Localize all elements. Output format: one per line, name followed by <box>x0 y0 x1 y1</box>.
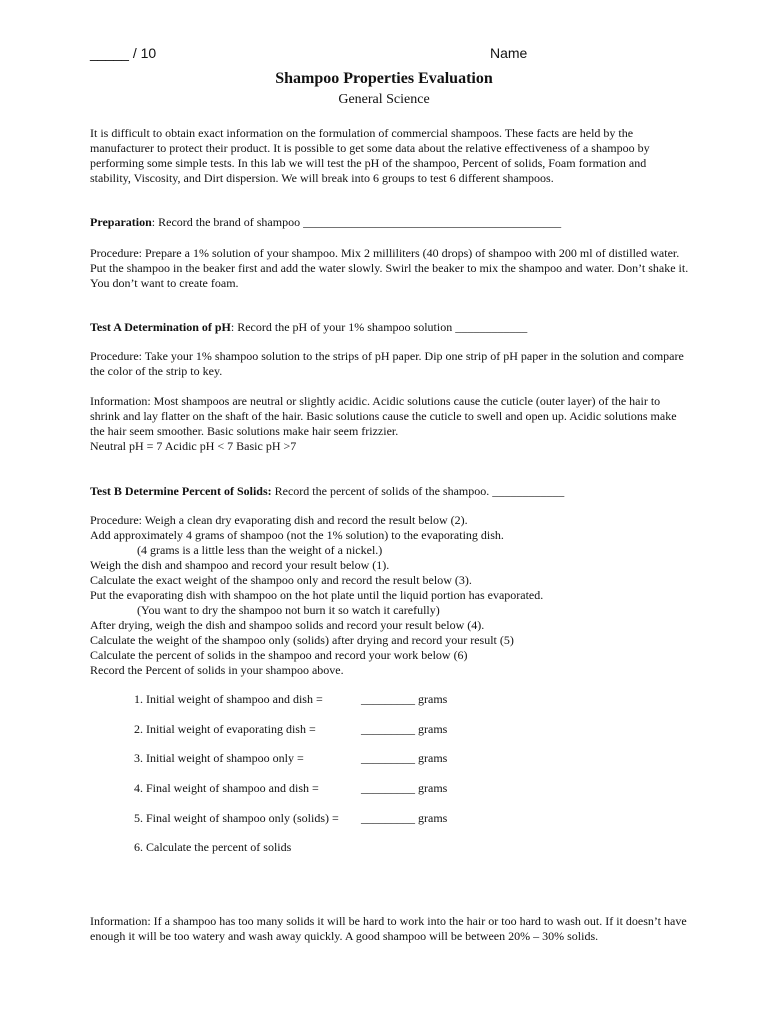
measurement-label: 1. Initial weight of shampoo and dish = <box>134 692 323 706</box>
page-subtitle: General Science <box>338 92 430 107</box>
page-title: Shampoo Properties Evaluation <box>275 70 493 87</box>
preparation-text: : Record the brand of shampoo ___________________________________________ <box>151 215 562 229</box>
name-label: Name <box>490 45 528 61</box>
test-a-procedure: Procedure: Take your 1% shampoo solution to the strips of pH paper. Dip one strip of pH paper in the solution and compare the color of the strip to key. <box>90 349 684 378</box>
procedure-line: (4 grams is a little less than the weight of a nickel.) <box>137 543 383 557</box>
procedure-line: Add approximately 4 grams of shampoo (not the 1% solution) to the evaporating dish. <box>90 528 504 542</box>
measurement-label: 4. Final weight of shampoo and dish = <box>134 781 319 795</box>
procedure-line: Record the Percent of solids in your shampoo above. <box>90 663 344 677</box>
preparation-procedure: Procedure: Prepare a 1% solution of your shampoo. Mix 2 milliliters (40 drops) of shampoo with 200 ml of distilled water. Put the shampoo in the beaker first and add the water slowly. Swirl the beaker to mix the shampoo and water. Don’t shake it. You don’t want to create foam. <box>90 246 689 290</box>
test-a-text: : Record the pH of your 1% shampoo solution ____________ <box>230 320 528 334</box>
preparation-line <box>90 215 690 230</box>
test-b-heading: Test B Determine Percent of Solids: <box>90 484 272 498</box>
test-a-line <box>90 320 690 335</box>
test-a-heading: Test A Determination of pH <box>90 320 231 334</box>
measurement-label: 5. Final weight of shampoo only (solids) = <box>134 811 339 825</box>
procedure-line: Put the evaporating dish with shampoo on the hot plate until the liquid portion has evaporated. <box>90 588 544 602</box>
measurement-label: 2. Initial weight of evaporating dish = <box>134 722 316 736</box>
procedure-line: Calculate the percent of solids in the shampoo and record your work below (6) <box>90 648 468 662</box>
procedure-line: After drying, weigh the dish and shampoo solids and record your result below (4). <box>90 618 485 632</box>
test-b-procedure <box>90 513 690 678</box>
measurement-blank[interactable]: _________ grams <box>361 781 448 795</box>
measurement-blank[interactable]: _________ grams <box>361 722 448 736</box>
measurement-blank[interactable]: _________ grams <box>361 692 448 706</box>
measurement-label: 3. Initial weight of shampoo only = <box>134 751 304 765</box>
test-b-information: Information: If a shampoo has too many solids it will be hard to work into the hair or too hard to wash out. If it doesn’t have enough it will be too watery and wash away quickly. A good shampoo will be between 20% – 30% solids. <box>90 914 687 943</box>
test-b-text: Record the percent of solids of the shampoo. ____________ <box>271 484 565 498</box>
intro-paragraph: It is difficult to obtain exact information on the formulation of commercial shampoos. These facts are held by the manufacturer to protect their product. It is possible to get some data about the relative effectiveness of a shampoo by performing some simple tests. In this lab we will test the pH of the shampoo, Percent of solids, Foam formation and stability, Viscosity, and Dirt dispersion. We will break into 6 groups to test 6 different shampoos. <box>90 126 650 185</box>
score-field: _____ / 10 <box>90 45 157 61</box>
ph-reference-line: Neutral pH = 7 Acidic pH < 7 Basic pH >7 <box>90 439 297 453</box>
test-b-line <box>90 484 690 499</box>
procedure-line: Weigh the dish and shampoo and record your result below (1). <box>90 558 390 572</box>
procedure-line: Procedure: Weigh a clean dry evaporating dish and record the result below (2). <box>90 513 468 527</box>
procedure-line: Calculate the weight of the shampoo only (solids) after drying and record your result (5) <box>90 633 514 647</box>
measurement-label: 6. Calculate the percent of solids <box>134 840 292 854</box>
procedure-line: (You want to dry the shampoo not burn it so watch it carefully) <box>137 603 440 617</box>
measurement-blank[interactable]: _________ grams <box>361 751 448 765</box>
measurement-blank[interactable]: _________ grams <box>361 811 448 825</box>
procedure-line: Calculate the exact weight of the shampoo only and record the result below (3). <box>90 573 472 587</box>
test-a-information: Information: Most shampoos are neutral or slightly acidic. Acidic solutions cause the cuticle (outer layer) of the hair to shrink and lay flatter on the shaft of the hair. Basic solutions cause the cuticle to swell and open up. Acidic solutions make the hair seem smoother. Basic solutions make hair seem frizzier. <box>90 394 677 438</box>
preparation-heading: Preparation <box>90 215 152 229</box>
